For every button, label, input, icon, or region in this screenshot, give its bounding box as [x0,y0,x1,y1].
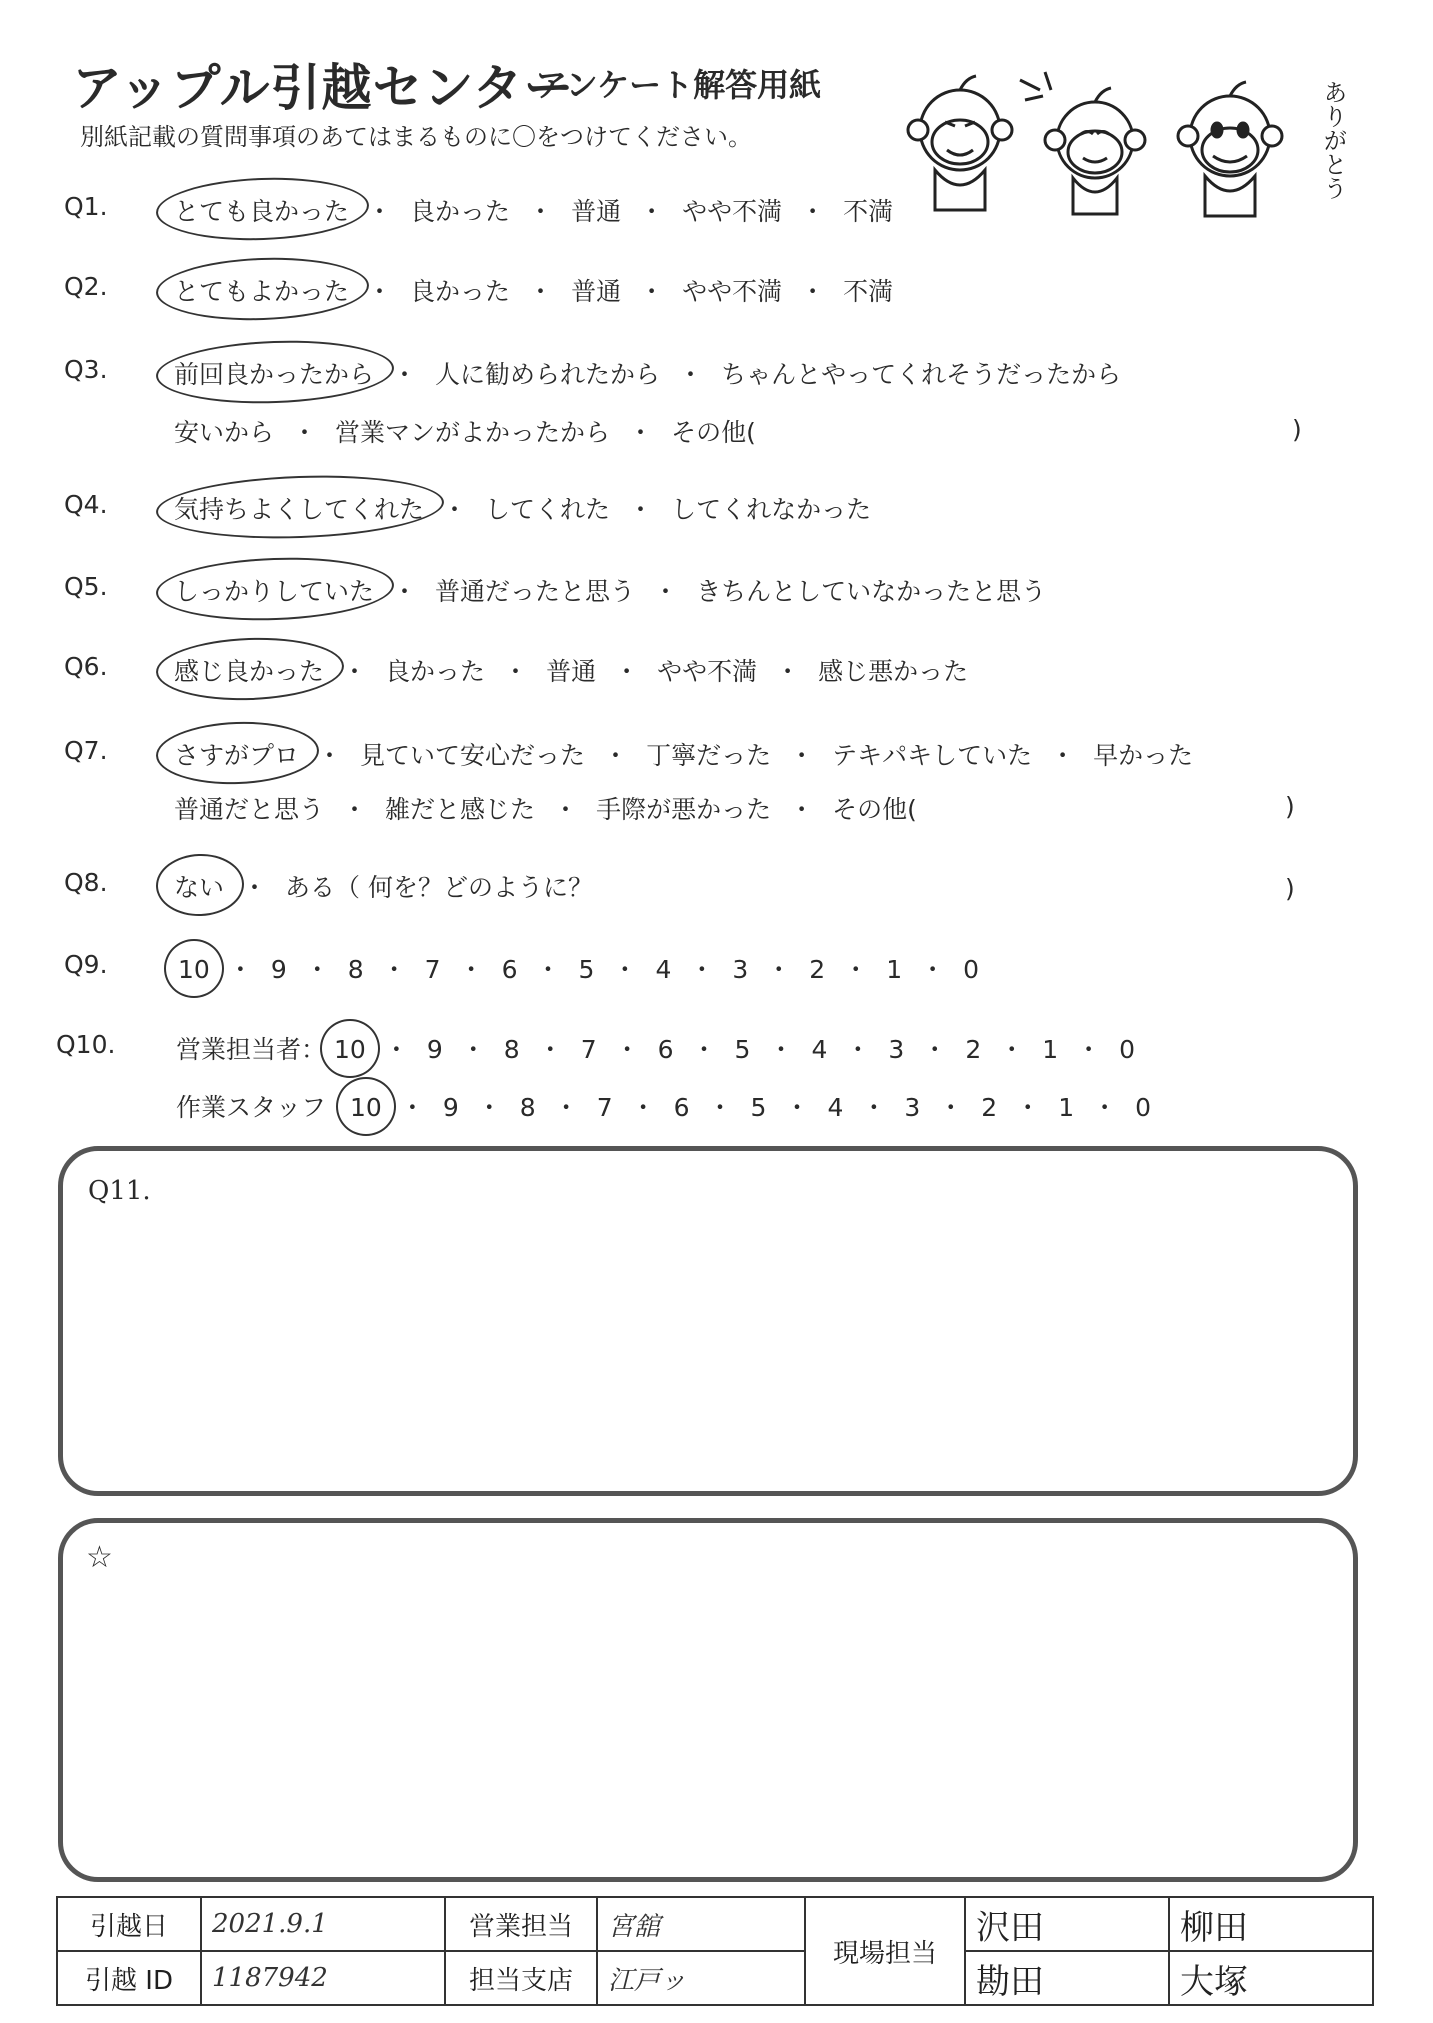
q11-comment-box[interactable] [58,1146,1358,1496]
q2-options: とてもよかった ・ 良かった ・ 普通 ・ やや不満 ・ 不満 [174,272,893,308]
q7-option-1[interactable]: さすがプロ [174,736,299,772]
q7-number: Q7. [64,736,108,765]
q10-row-sales: 営業担当者： 10 ・ 9 ・ 8 ・ 7 ・ 6 ・ 5 ・ 4 ・ 3 ・ 2 ・ 1 ・ 0 [176,1035,1136,1064]
q10-staff-score-8[interactable]: 8 [519,1093,536,1122]
q6-option-1[interactable]: 感じ良かった [174,652,324,688]
page-subtitle: アンケート解答用紙 [535,66,822,104]
q6-option-2[interactable]: 良かった [385,657,486,686]
q10-sales-score-5[interactable]: 5 [734,1035,751,1064]
q3-option-5[interactable]: 営業マンがよかったから [335,418,611,447]
q5-number: Q5. [64,572,108,601]
q9-score-3[interactable]: 3 [732,955,749,984]
q9-score-0[interactable]: 0 [963,955,980,984]
q4-option-2[interactable]: してくれた [485,495,611,524]
q7-option-2[interactable]: 見ていて安心だった [360,741,586,770]
q2-option-1[interactable]: とてもよかった [174,272,349,308]
q5-option-3[interactable]: きちんとしていなかったと思う [696,577,1047,606]
q2-option-3[interactable]: 普通 [571,277,622,306]
q10-sales-label: 営業担当者 [176,1035,302,1064]
q2-option-4[interactable]: やや不満 [682,277,783,306]
q9-score-10[interactable]: 10 [178,955,210,984]
q1-option-3[interactable]: 普通 [571,197,622,226]
q10-sales-score-8[interactable]: 8 [503,1035,520,1064]
q10-sales-score-1[interactable]: 1 [1042,1035,1059,1064]
q3-option-4[interactable]: 安いから [174,418,275,447]
q2-option-5[interactable]: 不満 [843,277,894,306]
q7-options-line1: さすがプロ ・ 見ていて安心だった ・ 丁寧だった ・ テキパキしていた ・ 早かった [174,736,1193,772]
q7-option-4[interactable]: テキパキしていた [832,741,1033,770]
star-comment-box[interactable] [58,1518,1358,1882]
q10-staff-score-7[interactable]: 7 [596,1093,613,1122]
q6-options: 感じ良かった ・ 良かった ・ 普通 ・ やや不満 ・ 感じ悪かった [174,652,968,688]
q9-score-9[interactable]: 9 [270,955,287,984]
q7-option-9[interactable]: その他( [832,795,917,824]
q9-score-2[interactable]: 2 [809,955,826,984]
q8-number: Q8. [64,868,108,897]
move-date-value[interactable]: 2021.9.1 [201,1897,445,1951]
q5-option-1[interactable]: しっかりしていた [174,572,374,608]
q9-score-8[interactable]: 8 [347,955,364,984]
q1-option-5[interactable]: 不満 [843,197,894,226]
q3-option-2[interactable]: 人に勧められたから [435,360,661,389]
q10-sales-score-4[interactable]: 4 [811,1035,828,1064]
q2-number: Q2. [64,272,108,301]
q10-staff-score-9[interactable]: 9 [442,1093,459,1122]
q10-staff-score-1[interactable]: 1 [1058,1093,1075,1122]
q1-options: とても良かった ・ 良かった ・ 普通 ・ やや不満 ・ 不満 [174,192,893,228]
q1-option-2[interactable]: 良かった [410,197,511,226]
q10-sales-score-10[interactable]: 10 [334,1035,366,1064]
q3-options-line2: 安いから ・ 営業マンがよかったから ・ その他( [174,418,756,447]
q7-option-5[interactable]: 早かった [1093,741,1194,770]
q4-option-3[interactable]: してくれなかった [671,495,872,524]
q3-option-6[interactable]: その他( [671,418,756,447]
q7-option-6[interactable]: 普通だと思う [174,795,325,824]
q7-option-3[interactable]: 丁寧だった [646,741,772,770]
q10-sales-colon: ： [301,1035,327,1064]
q3-options-line1: 前回良かったから ・ 人に勧められたから ・ ちゃんとやってくれそうだったから [174,355,1121,391]
q1-option-4[interactable]: やや不満 [682,197,783,226]
branch-label: 担当支店 [445,1951,597,2005]
onsite-staff-1[interactable]: 沢田 [965,1897,1169,1951]
q3-option-1[interactable]: 前回良かったから [174,355,374,391]
q7-option-7[interactable]: 雑だと感じた [385,795,536,824]
onsite-staff-3[interactable]: 勘田 [965,1951,1169,2005]
q10-row-staff: 作業スタッフ 10 ・ 9 ・ 8 ・ 7 ・ 6 ・ 5 ・ 4 ・ 3 ・ 2 ・ 1 ・ 0 [176,1093,1152,1122]
q6-number: Q6. [64,652,108,681]
q8-options: ない ・ ある（ 何を？どのように？ [174,868,593,904]
sales-rep-value[interactable]: 宮舘 [597,1897,805,1951]
q6-option-3[interactable]: 普通 [546,657,597,686]
q7-options-line2: 普通だと思う ・ 雑だと感じた ・ 手際が悪かった ・ その他( [174,795,917,824]
q4-number: Q4. [64,490,108,519]
branch-value[interactable]: 江戸ッ [597,1951,805,2005]
q10-staff-score-2[interactable]: 2 [981,1093,998,1122]
q7-option-8[interactable]: 手際が悪かった [596,795,772,824]
q3-option-3[interactable]: ちゃんとやってくれそうだったから [721,360,1122,389]
q9-score-1[interactable]: 1 [886,955,903,984]
q10-sales-score-0[interactable]: 0 [1119,1035,1136,1064]
q4-options: 気持ちよくしてくれた ・ してくれた ・ してくれなかった [174,490,871,526]
q9-scale: 10 ・ 9 ・ 8 ・ 7 ・ 6 ・ 5 ・ 4 ・ 3 ・ 2 ・ 1 ・ 0 [178,955,980,984]
q10-staff-score-4[interactable]: 4 [827,1093,844,1122]
instructions: 別紙記載の質問事項のあてはまるものに〇をつけてください。 [80,123,752,151]
q10-sales-score-3[interactable]: 3 [888,1035,905,1064]
q10-number: Q10. [56,1030,116,1059]
q1-option-1[interactable]: とても良かった [174,192,349,228]
q8-option-2[interactable]: ある（ 何を？どのように？ [285,873,593,902]
q6-option-4[interactable]: やや不満 [657,657,758,686]
q9-score-6[interactable]: 6 [501,955,518,984]
q10-sales-score-2[interactable]: 2 [965,1035,982,1064]
q9-number: Q9. [64,950,108,979]
q11-label: Q11. [88,1176,151,1206]
q3-number: Q3. [64,355,108,384]
onsite-staff-4[interactable]: 大塚 [1169,1951,1373,2005]
q7-close-paren: ) [1285,792,1295,821]
q6-option-5[interactable]: 感じ悪かった [818,657,969,686]
q1-number: Q1. [64,192,108,221]
q10-staff-label: 作業スタッフ [176,1093,327,1122]
q2-option-2[interactable]: 良かった [410,277,511,306]
q3-close-paren: ) [1292,415,1302,444]
q10-staff-score-10[interactable]: 10 [350,1093,382,1122]
q9-score-5[interactable]: 5 [578,955,595,984]
q5-option-2[interactable]: 普通だったと思う [435,577,636,606]
star-label: ☆ [86,1540,113,1575]
q10-staff-score-5[interactable]: 5 [750,1093,767,1122]
q10-staff-score-3[interactable]: 3 [904,1093,921,1122]
q9-score-7[interactable]: 7 [424,955,441,984]
onsite-staff-label: 現場担当 [805,1897,965,2005]
q10-sales-score-7[interactable]: 7 [580,1035,597,1064]
move-id-value[interactable]: 1187942 [201,1951,445,2005]
q10-staff-score-0[interactable]: 0 [1135,1093,1152,1122]
page-title: アップル引越センター [72,59,575,117]
q4-option-1[interactable]: 気持ちよくしてくれた [174,490,424,526]
q9-score-4[interactable]: 4 [655,955,672,984]
q10-sales-score-9[interactable]: 9 [426,1035,443,1064]
q10-sales-score-6[interactable]: 6 [657,1035,674,1064]
thanks-text: ありがとう [1319,80,1347,200]
footer-info-table [56,1896,1374,2006]
q10-staff-score-6[interactable]: 6 [673,1093,690,1122]
monkey-mascots-illustration [895,60,1365,230]
move-date-label: 引越日 [57,1897,201,1951]
sales-rep-label: 営業担当 [445,1897,597,1951]
move-id-label: 引越 ID [57,1951,201,2005]
q5-options: しっかりしていた ・ 普通だったと思う ・ きちんとしていなかったと思う [174,572,1046,608]
q8-close-paren: ) [1285,874,1295,903]
onsite-staff-2[interactable]: 柳田 [1169,1897,1373,1951]
q8-option-1[interactable]: ない [174,868,224,904]
